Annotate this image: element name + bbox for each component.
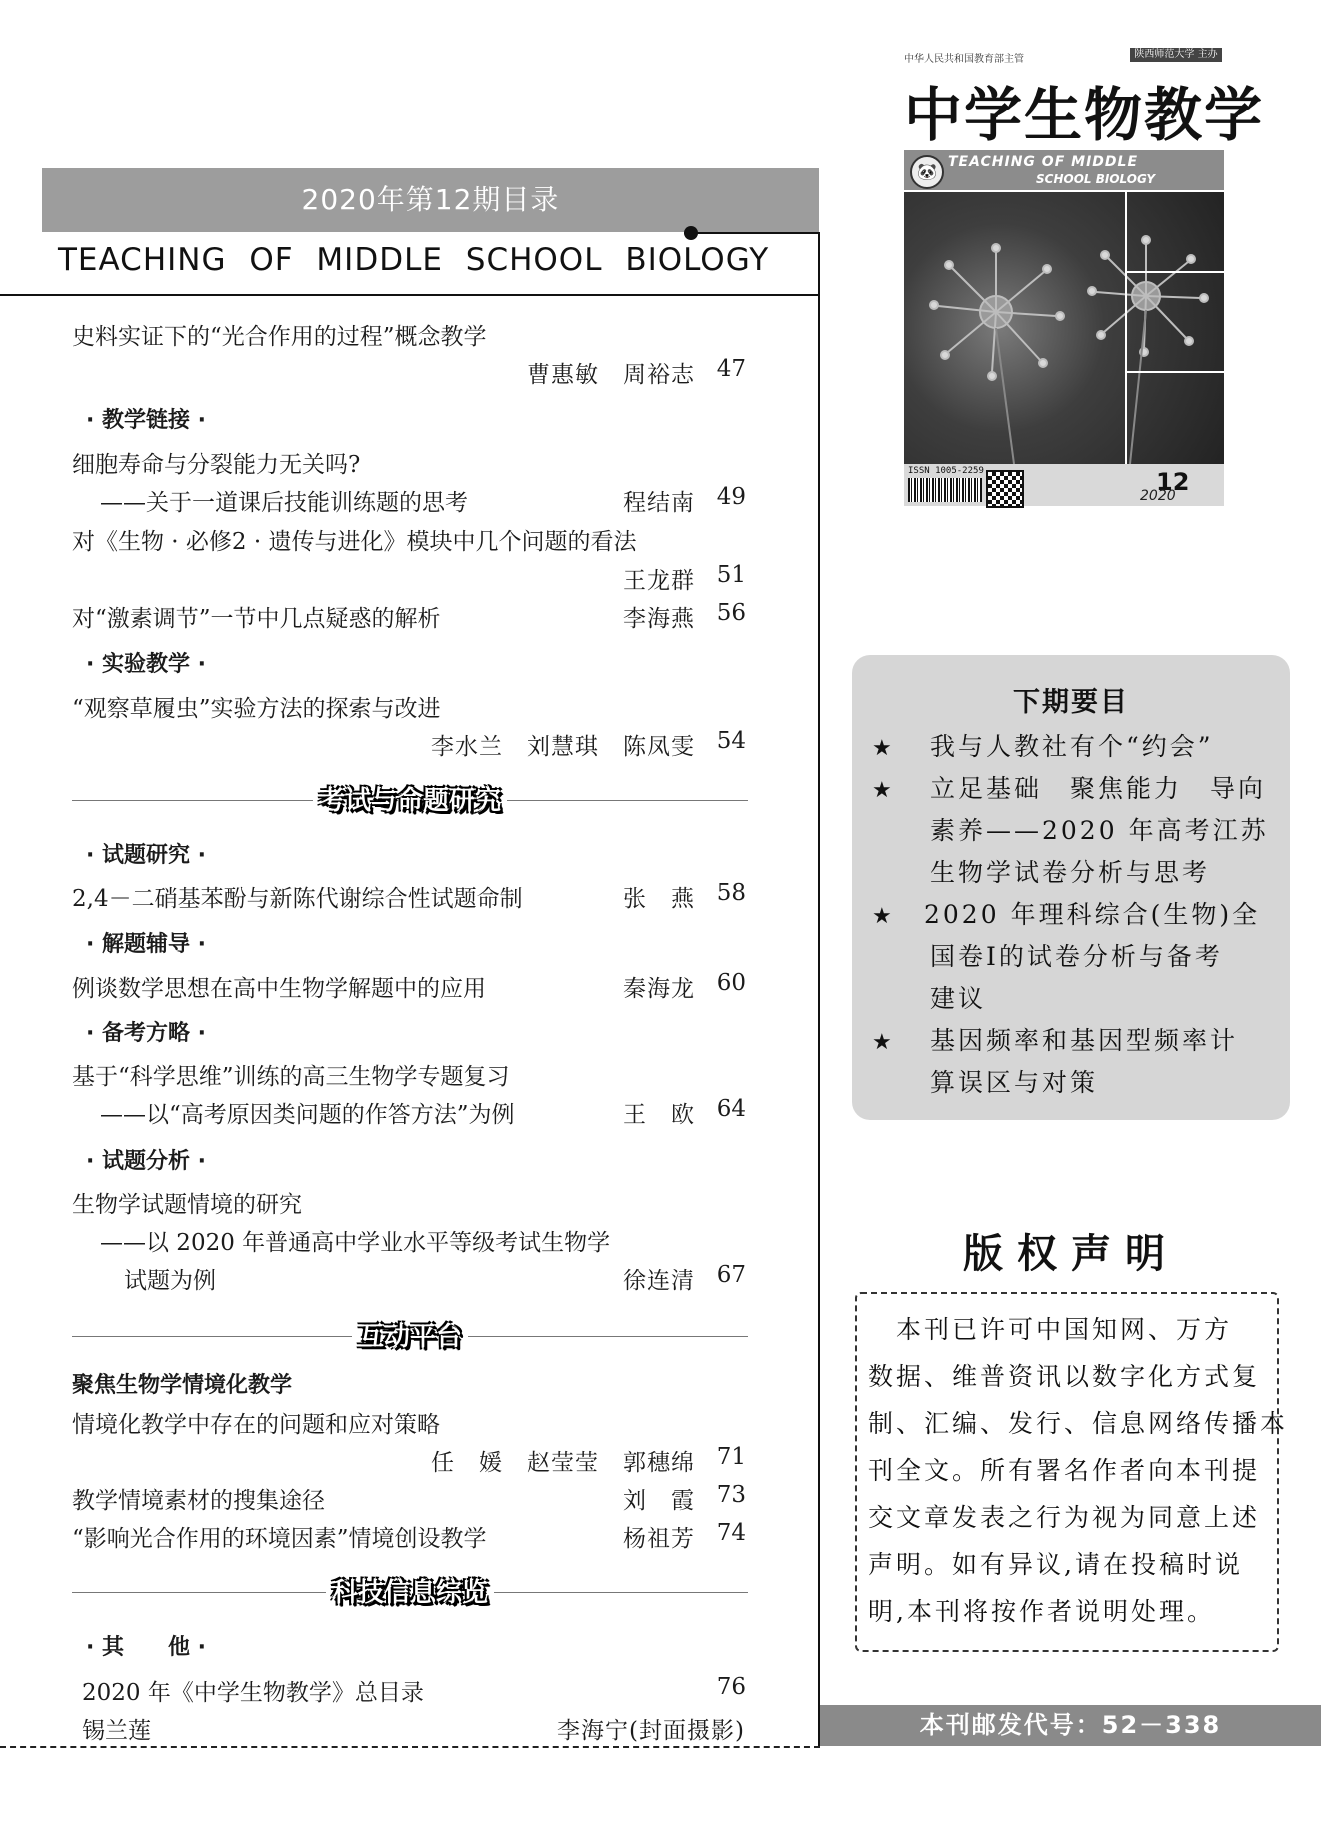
cover-supervisor: 中华人民共和国教育部主管: [904, 54, 1024, 65]
toc-entry-page[interactable]: 49: [716, 484, 746, 510]
toc-entry-page[interactable]: 56: [716, 600, 746, 626]
toc-entry-subtitle: ——以“高考原因类问题的作答方法”为例: [100, 1102, 515, 1128]
toc-entry-authors: 曹惠敏 周裕志: [527, 362, 695, 388]
toc-entry-page[interactable]: 51: [716, 562, 746, 588]
toc-entry-subtitle: ——以 2020 年普通高中学业水平等级考试生物学: [100, 1230, 611, 1256]
copyright-line: 数据、维普资讯以数字化方式复: [868, 1362, 1261, 1391]
star-icon: ★: [872, 1030, 892, 1055]
next-issue-item[interactable]: 立足基础 聚焦能力 导向: [930, 774, 1267, 803]
section-heading: 科技信息综览: [326, 1578, 494, 1608]
toc-entry-authors: 程结南: [623, 490, 695, 516]
next-issue-item[interactable]: 我与人教社有个“约会”: [930, 732, 1214, 761]
copyright-title: 版权声明: [963, 1231, 1179, 1277]
toc-entry-authors: 王龙群: [623, 568, 695, 594]
cover-sponsor: 陕西师范大学 主办: [1130, 48, 1222, 62]
section-heading: 考试与命题研究: [313, 786, 507, 816]
star-icon: ★: [872, 736, 892, 761]
section-heading-wrap: [72, 1572, 748, 1609]
toc-entry-page[interactable]: 54: [716, 728, 746, 754]
toc-entry-page[interactable]: 64: [716, 1096, 746, 1122]
toc-entry-title[interactable]: 情境化教学中存在的问题和应对策略: [72, 1412, 440, 1438]
toc-entry-authors: 王 欧: [623, 1102, 695, 1128]
toc-entry-title[interactable]: 史料实证下的“光合作用的过程”概念教学: [72, 324, 487, 350]
copyright-line: 刊全文。所有署名作者向本刊提: [868, 1456, 1261, 1485]
toc-entry-subtitle: 试题为例: [124, 1268, 216, 1294]
copyright-line: 本刊已许可中国知网、万方: [868, 1315, 1233, 1344]
cover-year: 2020: [1140, 488, 1176, 504]
toc-entry-authors: 李海燕: [623, 606, 695, 632]
toc-subhead: 聚焦生物学情境化教学: [72, 1373, 293, 1398]
star-icon: ★: [872, 904, 892, 929]
copyright-line: 声明。如有异议,请在投稿时说: [868, 1550, 1243, 1579]
toc-entry-authors: 徐连清: [623, 1268, 695, 1294]
toc-subhead: · 其 他 ·: [86, 1635, 207, 1660]
postal-code: 本刊邮发代号：52－338: [919, 1711, 1222, 1739]
divider: [684, 232, 819, 234]
toc-entry-page[interactable]: 58: [716, 880, 746, 906]
copyright-line: 制、汇编、发行、信息网络传播本: [868, 1409, 1289, 1438]
panda-logo-icon: 🐼: [910, 155, 944, 189]
next-issue-title: 下期要目: [1013, 687, 1129, 718]
toc-entry-page[interactable]: 60: [716, 970, 746, 996]
next-issue-item-cont[interactable]: 建议: [930, 984, 987, 1013]
toc-entry-title[interactable]: 对《生物 · 必修2 · 遗传与进化》模块中几个问题的看法: [72, 529, 637, 555]
cover-photo: [904, 192, 1224, 464]
dashed-divider: [0, 1746, 820, 1748]
toc-entry-authors: 杨祖芳: [623, 1526, 695, 1552]
toc-subhead: · 实验教学 ·: [86, 652, 207, 677]
flower-icon: [904, 192, 1224, 464]
toc-entry-page[interactable]: 71: [716, 1444, 746, 1470]
next-issue-item-cont[interactable]: 生物学试卷分析与思考: [930, 858, 1211, 887]
toc-entry-title[interactable]: 教学情境素材的搜集途径: [72, 1488, 325, 1514]
copyright-line: 明,本刊将按作者说明处理。: [868, 1597, 1215, 1626]
cover-english-title: TEACHING OF MIDDLE: [948, 154, 1139, 170]
toc-subhead: · 试题分析 ·: [86, 1149, 207, 1174]
next-issue-item-cont[interactable]: 算误区与对策: [930, 1068, 1099, 1097]
toc-entry-title[interactable]: 细胞寿命与分裂能力无关吗?: [72, 452, 361, 478]
toc-entry-title[interactable]: 2020 年《中学生物教学》总目录: [82, 1680, 424, 1706]
toc-entry-title[interactable]: 生物学试题情境的研究: [72, 1192, 302, 1218]
next-issue-item[interactable]: 2020 年理科综合(生物)全: [924, 900, 1261, 929]
toc-entry-authors: 秦海龙: [623, 976, 695, 1002]
star-icon: ★: [872, 778, 892, 803]
toc-entry-title[interactable]: 锡兰莲: [82, 1718, 151, 1744]
toc-entry-subtitle: ——关于一道课后技能训练题的思考: [100, 490, 468, 516]
toc-entry-authors: 任 媛 赵莹莹 郭穗绵: [431, 1450, 695, 1476]
next-issue-item-cont[interactable]: 素养——2020 年高考江苏: [930, 816, 1269, 845]
copyright-line: 交文章发表之行为视为同意上述: [868, 1503, 1261, 1532]
toc-entry-page[interactable]: 74: [716, 1520, 746, 1546]
toc-subhead: · 备考方略 ·: [86, 1021, 207, 1046]
toc-title: 2020年第12期目录: [301, 183, 560, 216]
toc-entry-title[interactable]: 对“激素调节”一节中几点疑惑的解析: [72, 606, 441, 632]
cover-issn: ISSN 1005-2259: [908, 466, 984, 476]
divider: [0, 294, 819, 296]
toc-entry-authors: 李海宁(封面摄影): [557, 1718, 745, 1744]
toc-subhead: · 试题研究 ·: [86, 843, 207, 868]
toc-subhead: · 教学链接 ·: [86, 408, 207, 433]
toc-entry-title[interactable]: 2,4－二硝基苯酚与新陈代谢综合性试题命制: [72, 886, 523, 912]
next-issue-item[interactable]: 基因频率和基因型频率计: [930, 1026, 1239, 1055]
toc-entry-title[interactable]: 例谈数学思想在高中生物学解题中的应用: [72, 976, 486, 1002]
toc-entry-authors: 李水兰 刘慧琪 陈凤雯: [431, 734, 695, 760]
toc-subhead: · 解题辅导 ·: [86, 932, 207, 957]
next-issue-item-cont[interactable]: 国卷Ⅰ的试卷分析与备考: [930, 942, 1223, 971]
qr-code-icon: [986, 470, 1024, 508]
toc-english-title: TEACHING OF MIDDLE SCHOOL BIOLOGY: [58, 242, 770, 278]
cover-title: 中学生物教学: [904, 81, 1265, 149]
cover-english-title: SCHOOL BIOLOGY: [1036, 172, 1156, 186]
toc-entry-authors: 刘 霞: [623, 1488, 695, 1514]
barcode-icon: [908, 478, 982, 502]
section-heading-wrap: [72, 780, 748, 817]
section-heading-wrap: [72, 1316, 748, 1353]
column-border: [818, 232, 820, 1746]
toc-entry-title[interactable]: 基于“科学思维”训练的高三生物学专题复习: [72, 1064, 510, 1090]
toc-entry-page[interactable]: 47: [716, 356, 746, 382]
toc-entry-page[interactable]: 73: [716, 1482, 746, 1508]
toc-entry-title[interactable]: “观察草履虫”实验方法的探索与改进: [72, 696, 441, 722]
section-heading: 互动平台: [352, 1322, 468, 1352]
toc-entry-page[interactable]: 76: [716, 1674, 746, 1700]
toc-entry-page[interactable]: 67: [716, 1262, 746, 1288]
toc-entry-title[interactable]: “影响光合作用的环境因素”情境创设教学: [72, 1526, 487, 1552]
toc-entry-authors: 张 燕: [623, 886, 695, 912]
cover-issue-number: 12: [1156, 468, 1190, 496]
